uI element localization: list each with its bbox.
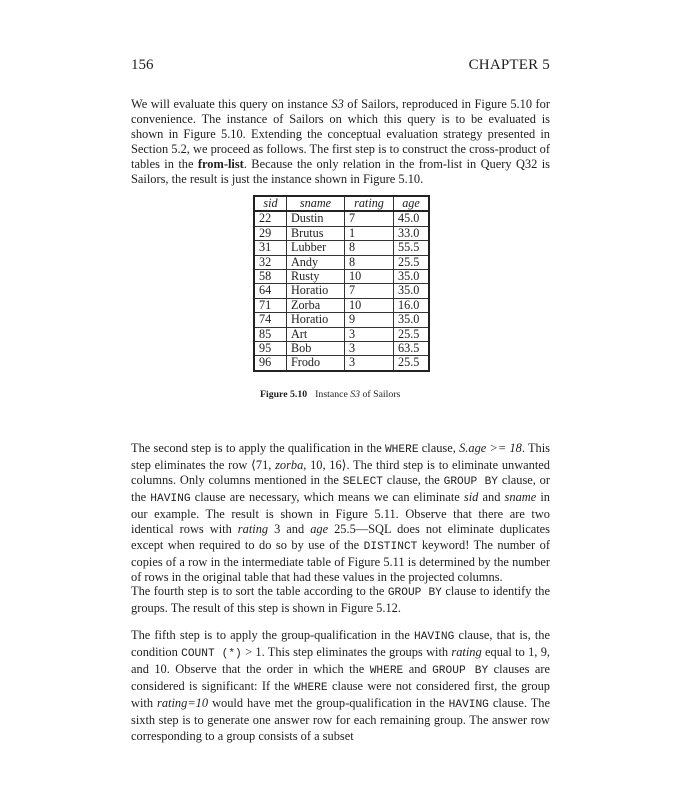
table-row <box>254 342 429 356</box>
table-cell-sid: 85 <box>254 327 287 341</box>
table-header-row <box>254 196 429 211</box>
table-cell-sid: 29 <box>254 226 287 240</box>
table-cell-rating: 3 <box>345 342 394 356</box>
table-cell-rating: 10 <box>345 270 394 284</box>
table-cell-sid: 32 <box>254 255 287 269</box>
column-header-sid: sid <box>254 196 287 211</box>
table-cell-rating: 3 <box>345 356 394 371</box>
paragraph-2: The second step is to apply the qualification in the WHERE clause, S.age >= 18. This step eliminates the row ⟨71, zorba, 10, 16⟩. The third step is to eliminate unwanted columns. Only columns mentioned in the SELECT clause, the GROUP BY clause, or the HAVING clause are necessary, which means we can eliminate sid and sname in our example. The result is shown in Figure 5.11. Observe that there are two identical rows with rating 3 and age 25.5—SQL does not eliminate duplicates except when required to do so by use of the DISTINCT keyword! The number of copies of a row in the intermediate table of Figure 5.11 is determined by the number of rows in the original table that had these values in the projected columns. <box>131 441 551 584</box>
table-cell-sid: 64 <box>254 284 287 298</box>
table-row <box>254 298 429 312</box>
table-cell-rating: 7 <box>345 284 394 298</box>
figure-caption: Figure 5.10 Instance S3 of Sailors <box>260 389 401 400</box>
table-row <box>254 313 429 327</box>
paragraph-1: We will evaluate this query on instance S3 of Sailors, reproduced in Figure 5.10 for convenience. The instance of Sailors on which this query is to be evaluated is shown in Figure 5.10. Extending the conceptual evaluation strategy presented in Section 5.2, we proceed as follows. The first step is to construct the cross-product of tables in the from-list. Because the only relation in the from-list in Query Q32 is Sailors, the result is just the instance shown in Figure 5.10. <box>131 97 550 187</box>
table-cell-sid: 95 <box>254 342 287 356</box>
table-cell-age: 35.0 <box>394 313 430 327</box>
table-cell-sname: Frodo <box>287 356 345 371</box>
column-header-age: age <box>394 196 430 211</box>
table-cell-age: 16.0 <box>394 298 430 312</box>
table-cell-sname: Zorba <box>287 298 345 312</box>
table-cell-sid: 96 <box>254 356 287 371</box>
table-cell-sname: Horatio <box>287 284 345 298</box>
table-cell-sid: 74 <box>254 313 287 327</box>
table-cell-rating: 7 <box>345 211 394 226</box>
table-cell-sid: 71 <box>254 298 287 312</box>
table-cell-sid: 31 <box>254 241 287 255</box>
table-cell-age: 55.5 <box>394 241 430 255</box>
table-cell-rating: 10 <box>345 298 394 312</box>
column-header-rating: rating <box>345 196 394 211</box>
table-cell-rating: 3 <box>345 327 394 341</box>
table-cell-age: 33.0 <box>394 226 430 240</box>
table-cell-sname: Dustin <box>287 211 345 226</box>
table-body <box>254 211 429 370</box>
table-cell-sname: Horatio <box>287 313 345 327</box>
table-cell-sname: Art <box>287 327 345 341</box>
table-cell-age: 25.5 <box>394 255 430 269</box>
paragraph-4: The fifth step is to apply the group-qualification in the HAVING clause, that is, the condition COUNT (*) > 1. This step eliminates the groups with rating equal to 1, 9, and 10. Observe that the order in which the WHERE and GROUP BY clauses are considered is significant: If the WHERE clause were not considered first, the group with rating=10 would have met the group-qualification in the HAVING clause. The sixth step is to generate one answer row for each remaining group. The answer row corresponding to a group consists of a subset <box>131 628 551 743</box>
table-row <box>254 356 429 371</box>
column-header-sname: sname <box>287 196 345 211</box>
table-cell-sid: 22 <box>254 211 287 226</box>
table-cell-sname: Lubber <box>287 241 345 255</box>
sailors-table <box>253 195 430 372</box>
table-row <box>254 241 429 255</box>
page-number: 156 <box>131 57 154 73</box>
table-cell-rating: 8 <box>345 241 394 255</box>
table-cell-rating: 8 <box>345 255 394 269</box>
table-row <box>254 327 429 341</box>
table-cell-age: 25.5 <box>394 327 430 341</box>
table-cell-age: 35.0 <box>394 284 430 298</box>
table-row <box>254 226 429 240</box>
table-cell-age: 45.0 <box>394 211 430 226</box>
table-cell-rating: 9 <box>345 313 394 327</box>
chapter-title: CHAPTER 5 <box>468 57 550 73</box>
table-cell-sid: 58 <box>254 270 287 284</box>
table-row <box>254 270 429 284</box>
table-row <box>254 284 429 298</box>
table-cell-age: 63.5 <box>394 342 430 356</box>
table-cell-age: 25.5 <box>394 356 430 371</box>
table-cell-sname: Brutus <box>287 226 345 240</box>
paragraph-3: The fourth step is to sort the table according to the GROUP BY clause to identify the groups. The result of this step is shown in Figure 5.12. <box>131 584 550 616</box>
table-row <box>254 211 429 226</box>
table-cell-age: 35.0 <box>394 270 430 284</box>
table-row <box>254 255 429 269</box>
table-cell-sname: Rusty <box>287 270 345 284</box>
table-cell-sname: Andy <box>287 255 345 269</box>
table-cell-sname: Bob <box>287 342 345 356</box>
table-cell-rating: 1 <box>345 226 394 240</box>
